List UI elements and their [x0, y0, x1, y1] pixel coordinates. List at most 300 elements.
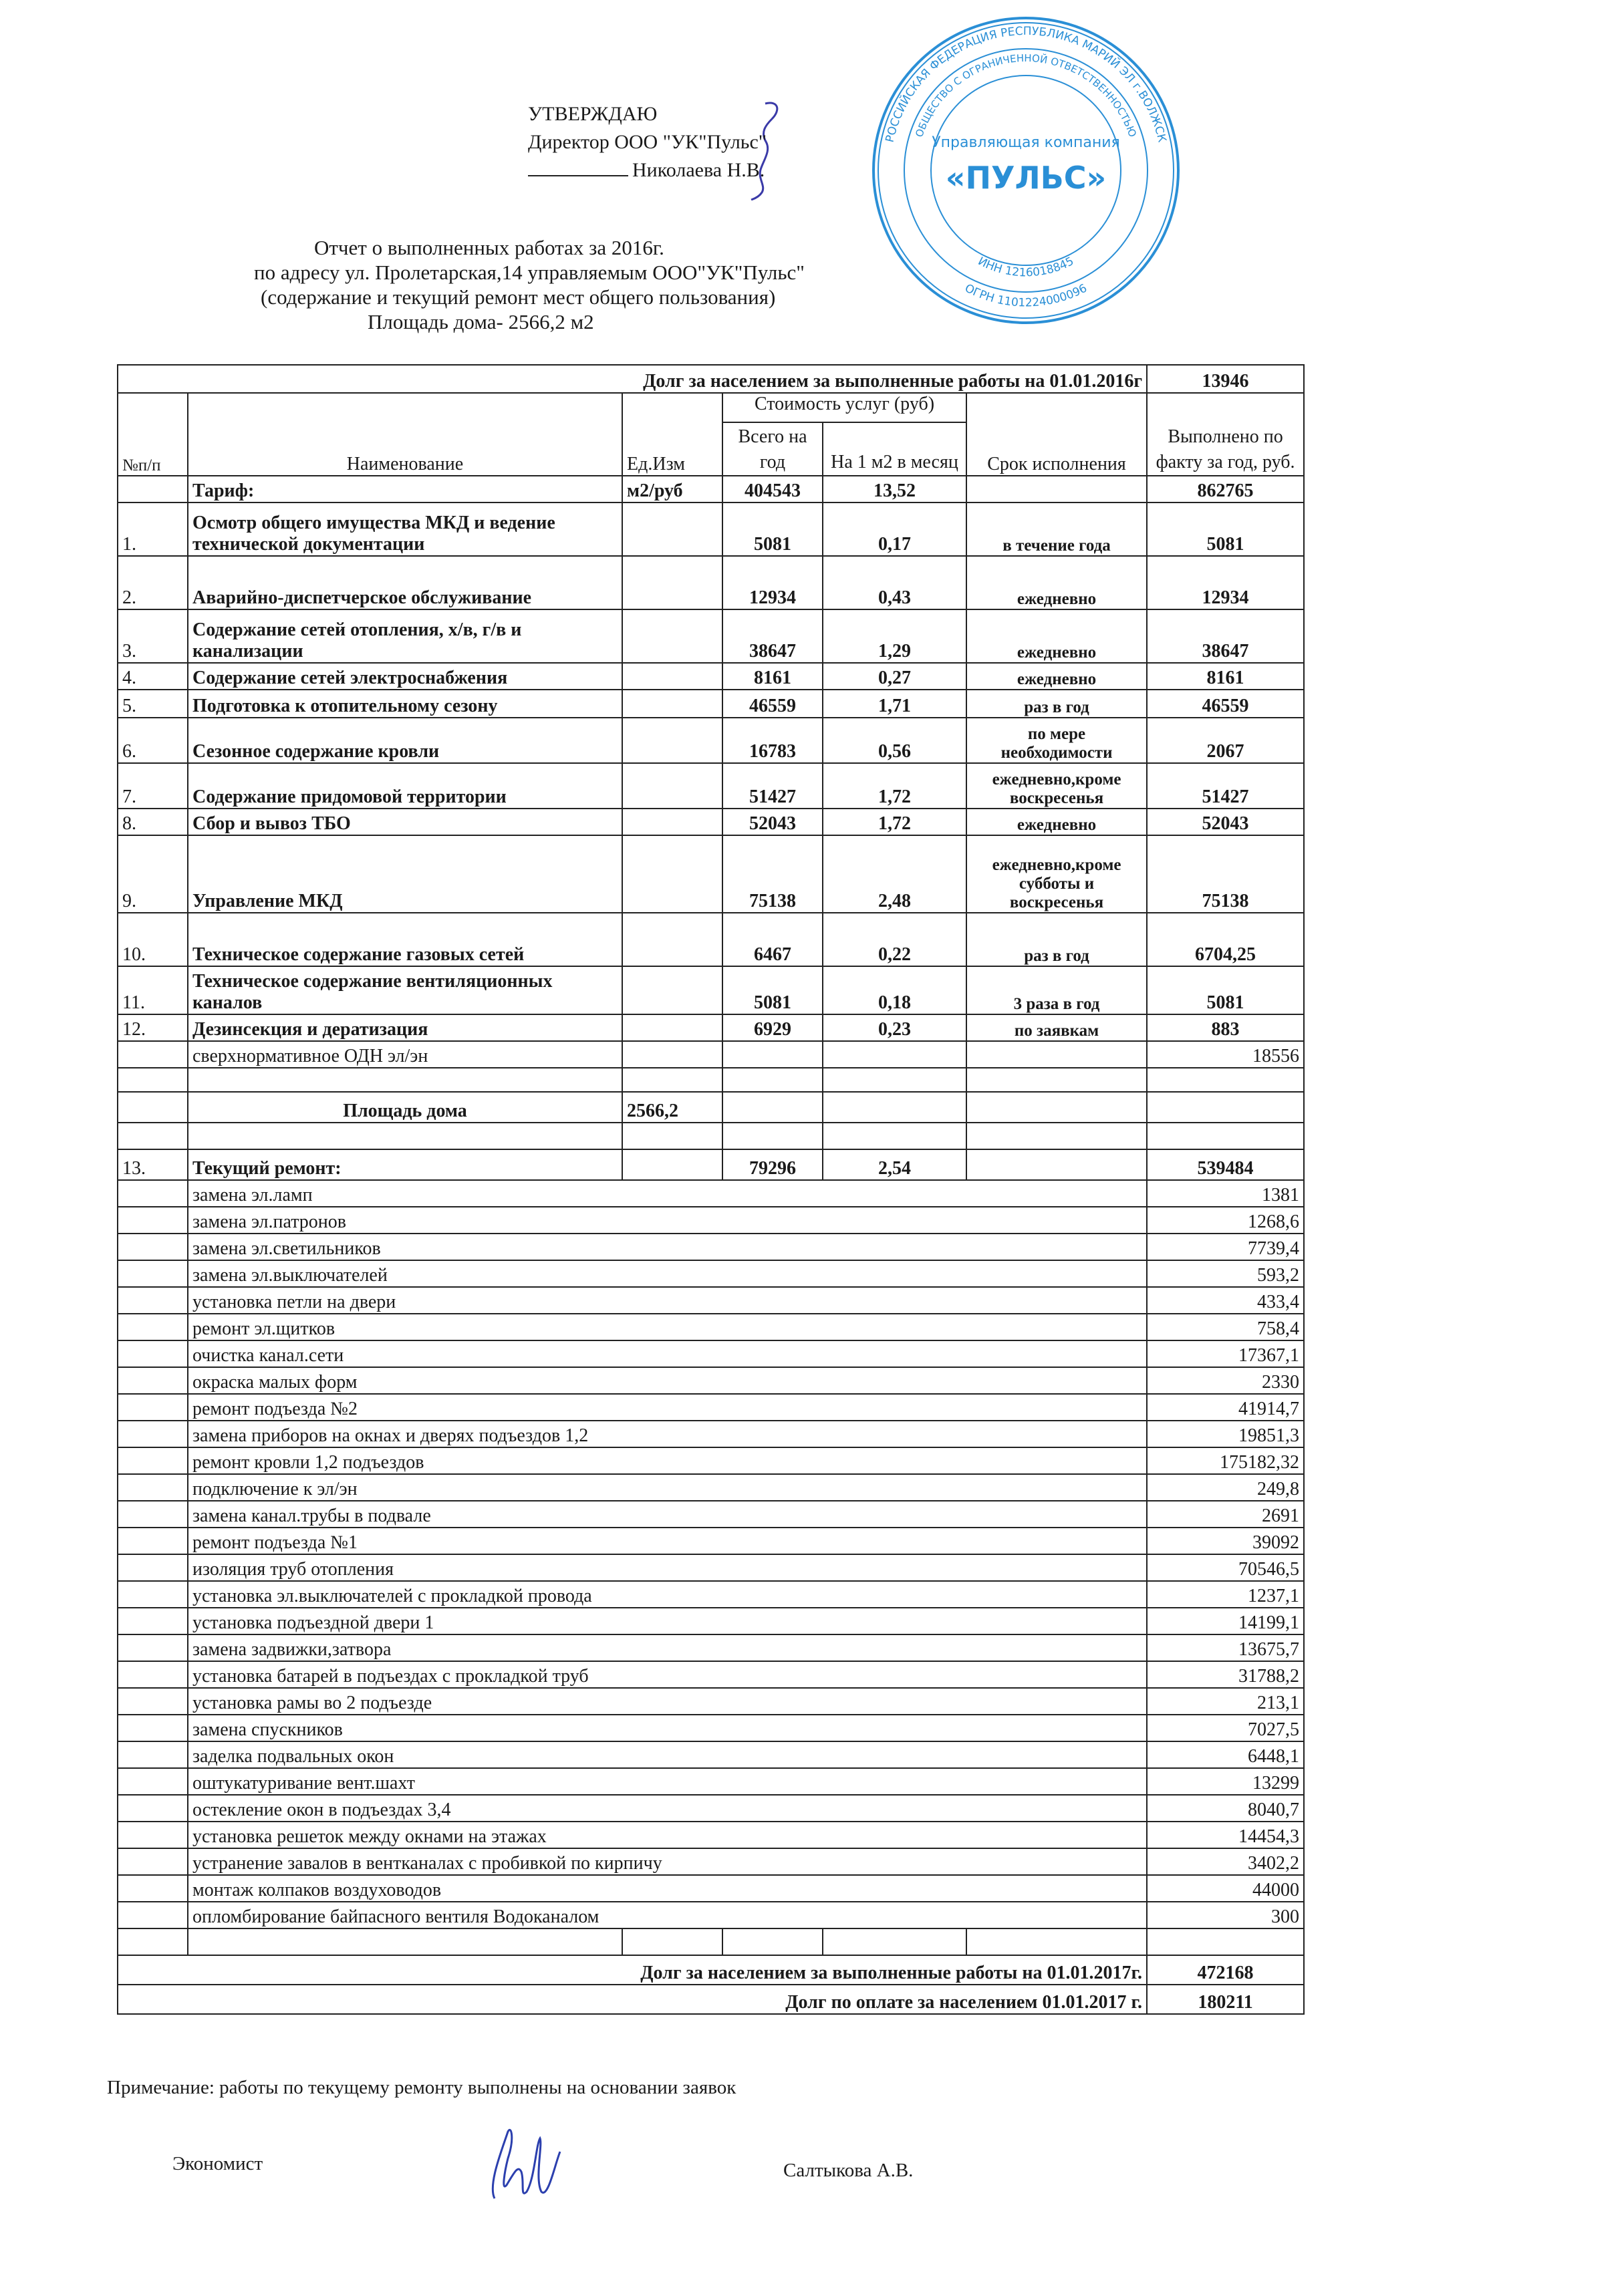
header-num: №п/п	[118, 393, 188, 476]
service-done: 5081	[1147, 966, 1304, 1014]
repair-item-done: 14454,3	[1147, 1822, 1304, 1848]
service-done: 46559	[1147, 690, 1304, 718]
repair-item-done: 213,1	[1147, 1688, 1304, 1715]
repair-item-name: ремонт подъезда №2	[188, 1394, 1147, 1421]
service-term: по мере необходимости	[966, 718, 1147, 763]
repair-item-name: установка подъездной двери 1	[188, 1608, 1147, 1634]
repair-item-done: 1237,1	[1147, 1581, 1304, 1608]
empty-cell	[966, 1123, 1147, 1149]
title-line-2: по адресу ул. Пролетарская,14 управляемым ООО"УК"Пульс"	[254, 261, 805, 284]
repair-item-name: установка рамы во 2 подъезде	[188, 1688, 1147, 1715]
debt-start-label: Долг за населением за выполненные работы на 01.01.2016г	[118, 365, 1147, 393]
repair-item-num	[118, 1581, 188, 1608]
repair-item-done: 7739,4	[1147, 1234, 1304, 1260]
repair-item-name: замена задвижки,затвора	[188, 1634, 1147, 1661]
service-per-m2: 1,72	[823, 809, 966, 835]
area-per-m2	[823, 1092, 966, 1123]
repair-item-name: остекление окон в подъездах 3,4	[188, 1795, 1147, 1822]
area-total	[722, 1092, 823, 1123]
service-done: 2067	[1147, 718, 1304, 763]
repair-item-row	[118, 1287, 1304, 1314]
service-per-m2: 1,72	[823, 763, 966, 809]
repair-item-done: 433,4	[1147, 1287, 1304, 1314]
service-name: Управление МКД	[188, 835, 622, 913]
empty-cell	[188, 1068, 622, 1092]
service-done: 883	[1147, 1014, 1304, 1041]
payment-debt-label: Долг по оплате за населением 01.01.2017 г.	[118, 1985, 1147, 2014]
repair-item-row	[118, 1180, 1304, 1207]
service-row	[118, 556, 1304, 609]
service-done: 51427	[1147, 763, 1304, 809]
repair-item-num	[118, 1234, 188, 1260]
service-row	[118, 663, 1304, 690]
empty-cell	[118, 1068, 188, 1092]
tariff-term	[966, 476, 1147, 503]
empty-cell	[622, 1068, 722, 1092]
service-per-m2: 1,29	[823, 609, 966, 663]
repair-item-done: 593,2	[1147, 1260, 1304, 1287]
repair-item-num	[118, 1768, 188, 1795]
stamp-center-top: Управляющая компания	[932, 134, 1120, 151]
service-row	[118, 718, 1304, 763]
title-line-4: Площадь дома- 2566,2 м2	[368, 310, 594, 333]
odn-term	[966, 1041, 1147, 1068]
repair-item-row	[118, 1528, 1304, 1554]
service-per-m2: 0,23	[823, 1014, 966, 1041]
service-name: Осмотр общего имущества МКД и ведение технической документации	[188, 503, 622, 556]
service-row	[118, 690, 1304, 718]
service-unit	[622, 763, 722, 809]
report-title	[254, 235, 842, 334]
repair-item-name: замена приборов на окнах и дверях подъездов 1,2	[188, 1421, 1147, 1447]
repair-item-name: ремонт кровли 1,2 подъездов	[188, 1447, 1147, 1474]
service-unit	[622, 663, 722, 690]
repair-per-m2: 2,54	[823, 1149, 966, 1180]
header-unit: Ед.Изм	[622, 393, 722, 476]
service-num: 5.	[118, 690, 188, 718]
service-term: по заявкам	[966, 1014, 1147, 1041]
repair-item-row	[118, 1822, 1304, 1848]
service-row	[118, 966, 1304, 1014]
debt-end-value: 472168	[1147, 1955, 1304, 1985]
service-total-year: 5081	[722, 966, 823, 1014]
empty-cell	[118, 1123, 188, 1149]
repair-item-num	[118, 1902, 188, 1928]
approval-heading: УТВЕРЖДАЮ	[528, 103, 658, 125]
repair-item-row	[118, 1234, 1304, 1260]
service-num: 12.	[118, 1014, 188, 1041]
repair-item-name: ремонт подъезда №1	[188, 1528, 1147, 1554]
service-row	[118, 503, 1304, 556]
odn-unit	[622, 1041, 722, 1068]
area-value: 2566,2	[622, 1092, 722, 1123]
tariff-name: Тариф:	[188, 476, 622, 503]
repair-item-done: 175182,32	[1147, 1447, 1304, 1474]
repair-item-row	[118, 1741, 1304, 1768]
repair-item-row	[118, 1447, 1304, 1474]
empty-cell	[188, 1123, 622, 1149]
service-unit	[622, 835, 722, 913]
odn-num	[118, 1041, 188, 1068]
service-unit	[622, 609, 722, 663]
area-done	[1147, 1092, 1304, 1123]
repair-item-row	[118, 1768, 1304, 1795]
repair-item-done: 1268,6	[1147, 1207, 1304, 1234]
header-row-1	[118, 393, 1304, 422]
header-per-m2: На 1 м2 в месяц	[823, 422, 966, 476]
service-num: 7.	[118, 763, 188, 809]
repair-item-done: 19851,3	[1147, 1421, 1304, 1447]
repair-item-row	[118, 1260, 1304, 1287]
repair-item-row	[118, 1581, 1304, 1608]
odn-per-m2	[823, 1041, 966, 1068]
odn-done: 18556	[1147, 1041, 1304, 1068]
repair-item-num	[118, 1340, 188, 1367]
repair-item-row	[118, 1501, 1304, 1528]
payment-debt-row	[118, 1985, 1304, 2014]
service-term: ежедневно,кроме субботы и воскресенья	[966, 835, 1147, 913]
service-unit	[622, 966, 722, 1014]
service-name: Сезонное содержание кровли	[188, 718, 622, 763]
repair-item-num	[118, 1447, 188, 1474]
repair-item-row	[118, 1795, 1304, 1822]
tariff-num	[118, 476, 188, 503]
area-term	[966, 1092, 1147, 1123]
repair-item-done: 31788,2	[1147, 1661, 1304, 1688]
note: Примечание: работы по текущему ремонту выполнены на основании заявок	[107, 2077, 736, 2098]
economist-signature	[488, 2125, 561, 2205]
header-cost-group: Стоимость услуг (руб)	[722, 393, 966, 422]
service-done: 8161	[1147, 663, 1304, 690]
repair-item-row	[118, 1207, 1304, 1234]
service-num: 6.	[118, 718, 188, 763]
service-unit	[622, 503, 722, 556]
repair-item-name: ремонт эл.щитков	[188, 1314, 1147, 1340]
empty-row	[118, 1068, 1304, 1092]
area-label: Площадь дома	[188, 1092, 622, 1123]
service-name: Аварийно-диспетчерское обслуживание	[188, 556, 622, 609]
empty-cell	[823, 1123, 966, 1149]
empty-cell	[722, 1068, 823, 1092]
repair-item-row	[118, 1848, 1304, 1875]
odn-name: сверхнормативное ОДН эл/эн	[188, 1041, 622, 1068]
repair-item-done: 3402,2	[1147, 1848, 1304, 1875]
repair-name: Текущий ремонт:	[188, 1149, 622, 1180]
service-term: ежедневно,кроме воскресенья	[966, 763, 1147, 809]
repair-item-done: 7027,5	[1147, 1715, 1304, 1741]
repair-item-row	[118, 1688, 1304, 1715]
repair-item-row	[118, 1902, 1304, 1928]
service-num: 9.	[118, 835, 188, 913]
repair-item-row	[118, 1367, 1304, 1394]
tariff-unit: м2/руб	[622, 476, 722, 503]
service-total-year: 5081	[722, 503, 823, 556]
service-unit	[622, 556, 722, 609]
repair-item-done: 14199,1	[1147, 1608, 1304, 1634]
debt-start-value: 13946	[1147, 365, 1304, 393]
repair-item-done: 8040,7	[1147, 1795, 1304, 1822]
repair-item-row	[118, 1474, 1304, 1501]
repair-item-name: заделка подвальных окон	[188, 1741, 1147, 1768]
service-per-m2: 0,56	[823, 718, 966, 763]
repair-item-num	[118, 1474, 188, 1501]
report-table	[117, 364, 1305, 2015]
service-row	[118, 913, 1304, 966]
service-total-year: 46559	[722, 690, 823, 718]
approval-block	[528, 100, 767, 184]
tariff-total-year: 404543	[722, 476, 823, 503]
empty-row	[118, 1928, 1304, 1955]
repair-item-num	[118, 1634, 188, 1661]
empty-cell	[722, 1928, 823, 1955]
debt-end-row	[118, 1955, 1304, 1985]
empty-cell	[966, 1068, 1147, 1092]
service-num: 4.	[118, 663, 188, 690]
empty-row	[118, 1123, 1304, 1149]
repair-item-row	[118, 1634, 1304, 1661]
repair-item-num	[118, 1875, 188, 1902]
service-per-m2: 0,22	[823, 913, 966, 966]
approval-position: Директор ООО "УК"Пульс"	[528, 131, 767, 153]
empty-cell	[622, 1123, 722, 1149]
repair-item-name: монтаж колпаков воздуховодов	[188, 1875, 1147, 1902]
repair-item-num	[118, 1848, 188, 1875]
repair-item-name: изоляция труб отопления	[188, 1554, 1147, 1581]
repair-num: 13.	[118, 1149, 188, 1180]
service-per-m2: 0,18	[823, 966, 966, 1014]
repair-item-done: 249,8	[1147, 1474, 1304, 1501]
empty-cell	[188, 1928, 622, 1955]
repair-item-row	[118, 1340, 1304, 1367]
service-num: 10.	[118, 913, 188, 966]
repair-item-name: замена канал.трубы в подвале	[188, 1501, 1147, 1528]
repair-item-row	[118, 1608, 1304, 1634]
empty-cell	[622, 1928, 722, 1955]
repair-item-done: 13675,7	[1147, 1634, 1304, 1661]
service-per-m2: 0,17	[823, 503, 966, 556]
signature-line	[528, 175, 628, 176]
repair-item-name: замена спускников	[188, 1715, 1147, 1741]
service-row	[118, 835, 1304, 913]
service-total-year: 6929	[722, 1014, 823, 1041]
repair-item-num	[118, 1501, 188, 1528]
service-unit	[622, 1014, 722, 1041]
service-term: ежедневно	[966, 809, 1147, 835]
service-unit	[622, 690, 722, 718]
repair-item-done: 6448,1	[1147, 1741, 1304, 1768]
empty-cell	[118, 1928, 188, 1955]
stamp-inner-text: ОБЩЕСТВО С ОГРАНИЧЕННОЙ ОТВЕТСТВЕННОСТЬЮ	[913, 51, 1139, 139]
repair-item-row	[118, 1875, 1304, 1902]
repair-item-num	[118, 1608, 188, 1634]
repair-item-name: устранение завалов в вентканалах с пробивкой по кирпичу	[188, 1848, 1147, 1875]
repair-item-num	[118, 1180, 188, 1207]
service-per-m2: 2,48	[823, 835, 966, 913]
empty-cell	[1147, 1123, 1304, 1149]
debt-end-label: Долг за населением за выполненные работы на 01.01.2017г.	[118, 1955, 1147, 1985]
repair-item-name: замена эл.светильников	[188, 1234, 1147, 1260]
repair-item-done: 41914,7	[1147, 1394, 1304, 1421]
repair-item-num	[118, 1822, 188, 1848]
service-total-year: 12934	[722, 556, 823, 609]
service-unit	[622, 718, 722, 763]
repair-item-row	[118, 1421, 1304, 1447]
stamp-ogrn: ОГРН 1101224000096	[962, 281, 1089, 310]
repair-item-row	[118, 1661, 1304, 1688]
service-name: Сбор и вывоз ТБО	[188, 809, 622, 835]
header-name: Наименование	[188, 393, 622, 476]
service-done: 12934	[1147, 556, 1304, 609]
service-row	[118, 763, 1304, 809]
repair-item-name: установка решеток между окнами на этажах	[188, 1822, 1147, 1848]
service-num: 3.	[118, 609, 188, 663]
repair-item-done: 44000	[1147, 1875, 1304, 1902]
service-num: 11.	[118, 966, 188, 1014]
repair-item-done: 70546,5	[1147, 1554, 1304, 1581]
repair-item-name: замена эл.патронов	[188, 1207, 1147, 1234]
repair-item-name: установка эл.выключателей с прокладкой провода	[188, 1581, 1147, 1608]
repair-item-num	[118, 1554, 188, 1581]
service-unit	[622, 913, 722, 966]
header-done: Выполнено по факту за год, руб.	[1147, 393, 1304, 476]
repair-item-num	[118, 1394, 188, 1421]
empty-cell	[1147, 1068, 1304, 1092]
service-per-m2: 1,71	[823, 690, 966, 718]
stamp-inn: ИНН 1216018845	[975, 255, 1077, 280]
signer-role: Экономист	[172, 2153, 263, 2174]
repair-item-num	[118, 1661, 188, 1688]
service-row	[118, 809, 1304, 835]
header-term: Срок исполнения	[966, 393, 1147, 476]
header-total-year: Всего на год	[722, 422, 823, 476]
service-name: Техническое содержание газовых сетей	[188, 913, 622, 966]
service-name: Содержание сетей электроснабжения	[188, 663, 622, 690]
service-total-year: 6467	[722, 913, 823, 966]
service-unit	[622, 809, 722, 835]
approval-signer: Николаева Н.В.	[632, 159, 765, 181]
repair-item-num	[118, 1287, 188, 1314]
repair-item-num	[118, 1741, 188, 1768]
empty-cell	[823, 1068, 966, 1092]
empty-cell	[823, 1928, 966, 1955]
repair-item-num	[118, 1314, 188, 1340]
service-num: 8.	[118, 809, 188, 835]
tariff-done: 862765	[1147, 476, 1304, 503]
service-total-year: 51427	[722, 763, 823, 809]
repair-item-name: очистка канал.сети	[188, 1340, 1147, 1367]
service-num: 1.	[118, 503, 188, 556]
service-total-year: 52043	[722, 809, 823, 835]
repair-item-num	[118, 1795, 188, 1822]
tariff-row	[118, 476, 1304, 503]
repair-row	[118, 1149, 1304, 1180]
repair-item-num	[118, 1207, 188, 1234]
area-num	[118, 1092, 188, 1123]
odn-total	[722, 1041, 823, 1068]
service-name: Дезинсекция и дератизация	[188, 1014, 622, 1041]
debt-start-row	[118, 365, 1304, 393]
repair-item-done: 300	[1147, 1902, 1304, 1928]
repair-item-name: замена эл.ламп	[188, 1180, 1147, 1207]
repair-item-name: оштукатуривание вент.шахт	[188, 1768, 1147, 1795]
service-done: 5081	[1147, 503, 1304, 556]
service-term: 3 раза в год	[966, 966, 1147, 1014]
service-per-m2: 0,27	[823, 663, 966, 690]
repair-item-name: замена эл.выключателей	[188, 1260, 1147, 1287]
repair-item-num	[118, 1528, 188, 1554]
company-stamp	[869, 13, 1183, 327]
service-term: ежедневно	[966, 556, 1147, 609]
repair-item-done: 17367,1	[1147, 1340, 1304, 1367]
empty-cell	[966, 1928, 1147, 1955]
empty-cell	[1147, 1928, 1304, 1955]
service-term: раз в год	[966, 913, 1147, 966]
service-term: раз в год	[966, 690, 1147, 718]
service-total-year: 8161	[722, 663, 823, 690]
tariff-per-m2: 13,52	[823, 476, 966, 503]
repair-item-row	[118, 1394, 1304, 1421]
repair-item-done: 1381	[1147, 1180, 1304, 1207]
area-row	[118, 1092, 1304, 1123]
service-num: 2.	[118, 556, 188, 609]
repair-item-num	[118, 1367, 188, 1394]
repair-item-row	[118, 1314, 1304, 1340]
service-done: 38647	[1147, 609, 1304, 663]
service-row	[118, 1014, 1304, 1041]
service-total-year: 75138	[722, 835, 823, 913]
repair-item-num	[118, 1421, 188, 1447]
service-done: 75138	[1147, 835, 1304, 913]
title-line-1: Отчет о выполненных работах за 2016г.	[314, 236, 664, 259]
repair-item-name: окраска малых форм	[188, 1367, 1147, 1394]
service-term: в течение года	[966, 503, 1147, 556]
stamp-outer-text: РОССИЙСКАЯ ФЕДЕРАЦИЯ РЕСПУБЛИКА МАРИЙ ЭЛ г.ВОЛЖСК	[883, 24, 1169, 144]
service-name: Содержание придомовой территории	[188, 763, 622, 809]
service-total-year: 16783	[722, 718, 823, 763]
title-line-3: (содержание и текущий ремонт мест общего пользования)	[261, 285, 776, 309]
repair-done: 539484	[1147, 1149, 1304, 1180]
service-name: Подготовка к отопительному сезону	[188, 690, 622, 718]
repair-item-num	[118, 1715, 188, 1741]
repair-item-name: подключение к эл/эн	[188, 1474, 1147, 1501]
repair-item-done: 2330	[1147, 1367, 1304, 1394]
service-per-m2: 0,43	[823, 556, 966, 609]
service-done: 6704,25	[1147, 913, 1304, 966]
repair-item-name: установка петли на двери	[188, 1287, 1147, 1314]
service-term: ежедневно	[966, 663, 1147, 690]
repair-item-num	[118, 1260, 188, 1287]
repair-total-year: 79296	[722, 1149, 823, 1180]
odn-row	[118, 1041, 1304, 1068]
repair-item-num	[118, 1688, 188, 1715]
repair-item-done: 2691	[1147, 1501, 1304, 1528]
service-name: Техническое содержание вентиляционных каналов	[188, 966, 622, 1014]
repair-item-row	[118, 1554, 1304, 1581]
repair-unit	[622, 1149, 722, 1180]
service-total-year: 38647	[722, 609, 823, 663]
stamp-center-name: «ПУЛЬС»	[945, 160, 1107, 196]
signer-name: Салтыкова А.В.	[783, 2160, 914, 2181]
service-name: Содержание сетей отопления, х/в, г/в и канализации	[188, 609, 622, 663]
repair-item-name: установка батарей в подъездах с прокладкой труб	[188, 1661, 1147, 1688]
repair-item-done: 39092	[1147, 1528, 1304, 1554]
repair-item-name: опломбирование байпасного вентиля Водоканалом	[188, 1902, 1147, 1928]
repair-item-done: 758,4	[1147, 1314, 1304, 1340]
repair-item-done: 13299	[1147, 1768, 1304, 1795]
empty-cell	[722, 1123, 823, 1149]
service-done: 52043	[1147, 809, 1304, 835]
repair-term	[966, 1149, 1147, 1180]
